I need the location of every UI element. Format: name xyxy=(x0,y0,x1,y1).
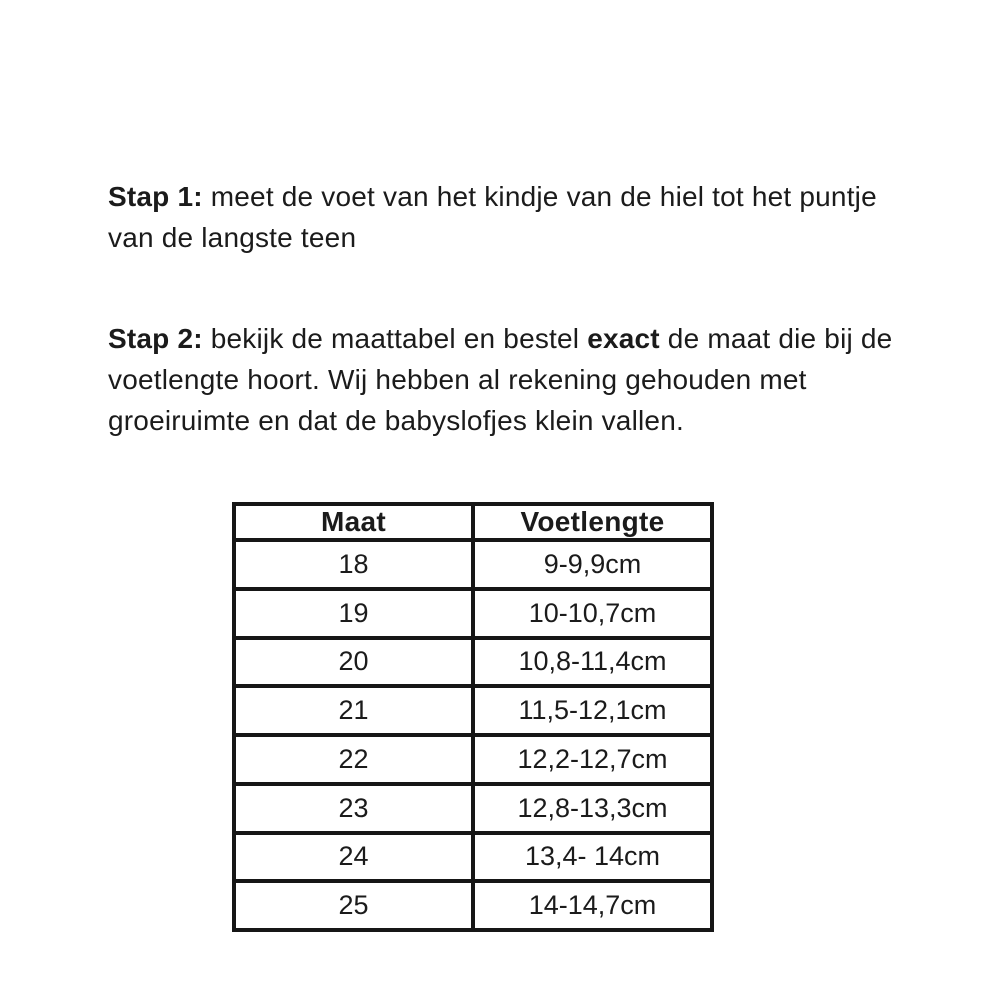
size-cell-maat: 21 xyxy=(234,686,473,735)
bold-text-segment: exact xyxy=(587,323,660,354)
size-table-row xyxy=(234,686,712,735)
step-2-instruction xyxy=(108,318,908,441)
size-table xyxy=(232,502,714,932)
size-table-header xyxy=(234,504,712,540)
size-cell-maat: 22 xyxy=(234,735,473,784)
size-table-row xyxy=(234,881,712,930)
size-cell-maat: 24 xyxy=(234,833,473,882)
size-cell-maat: 23 xyxy=(234,784,473,833)
size-table-header-voetlengte: Voetlengte xyxy=(473,504,712,540)
size-cell-voetlengte: 9-9,9cm xyxy=(473,540,712,589)
size-table-row xyxy=(234,735,712,784)
step-1-instruction xyxy=(108,176,908,258)
size-cell-voetlengte: 13,4- 14cm xyxy=(473,833,712,882)
size-table-row xyxy=(234,589,712,638)
size-table-row xyxy=(234,833,712,882)
text-segment: meet de voet van het kindje van de hiel tot het puntje van de langste teen xyxy=(108,181,877,253)
bold-text-segment: Stap 1: xyxy=(108,181,203,212)
size-cell-voetlengte: 10-10,7cm xyxy=(473,589,712,638)
size-cell-maat: 25 xyxy=(234,881,473,930)
size-table-body xyxy=(234,540,712,930)
size-cell-voetlengte: 11,5-12,1cm xyxy=(473,686,712,735)
bold-text-segment: Stap 2: xyxy=(108,323,203,354)
text-segment: bekijk de maattabel en bestel xyxy=(202,323,588,354)
size-cell-maat: 20 xyxy=(234,638,473,687)
size-cell-maat: 19 xyxy=(234,589,473,638)
size-table-row xyxy=(234,540,712,589)
size-cell-voetlengte: 12,2-12,7cm xyxy=(473,735,712,784)
size-cell-voetlengte: 12,8-13,3cm xyxy=(473,784,712,833)
size-table-header-maat: Maat xyxy=(234,504,473,540)
size-cell-voetlengte: 10,8-11,4cm xyxy=(473,638,712,687)
size-table-header-row xyxy=(234,504,712,540)
text-segment: de maat die bij de voetlengte hoort. Wij hebben al rekening gehouden met groeiruimte en dat de babyslofjes klein vallen. xyxy=(108,323,893,436)
size-cell-maat: 18 xyxy=(234,540,473,589)
size-cell-voetlengte: 14-14,7cm xyxy=(473,881,712,930)
size-table-row xyxy=(234,638,712,687)
size-table-row xyxy=(234,784,712,833)
